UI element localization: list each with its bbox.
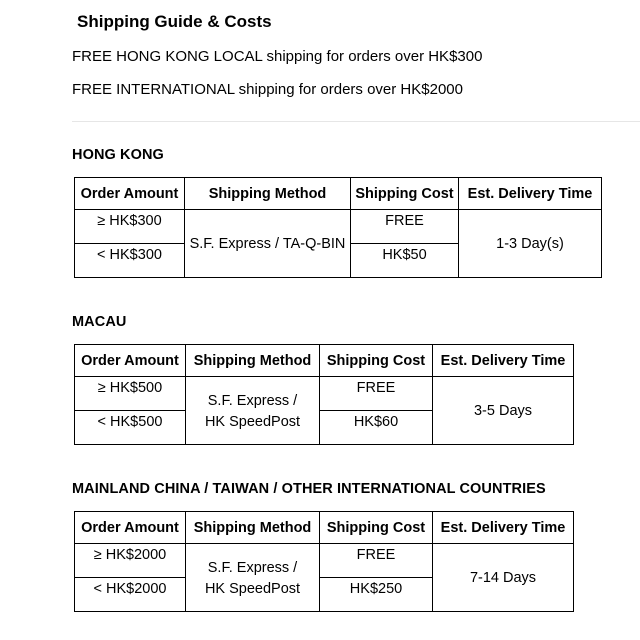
- divider: [72, 121, 640, 122]
- table-row: [75, 210, 602, 244]
- shipping-cost-cell: HK$50: [351, 244, 459, 278]
- table-header-row: [75, 512, 574, 544]
- shipping-table-international: [74, 511, 574, 612]
- section-title-hong-kong: HONG KONG: [72, 147, 164, 163]
- shipping-table-hong-kong: [74, 177, 602, 278]
- shipping-method-cell: S.F. Express / TA-Q-BIN: [185, 210, 351, 278]
- header-order-amount: Order Amount: [75, 345, 186, 377]
- shipping-cost-cell: FREE: [320, 377, 433, 411]
- header-delivery-time: Est. Delivery Time: [433, 345, 574, 377]
- section-title-macau: MACAU: [72, 314, 127, 330]
- shipping-cost-cell: HK$250: [320, 578, 433, 612]
- table-row: [75, 377, 574, 411]
- shipping-method-line: HK SpeedPost: [204, 580, 301, 597]
- order-amount-cell: ≥ HK$2000: [75, 544, 186, 578]
- delivery-time-cell: 7-14 Days: [433, 544, 574, 612]
- shipping-cost-cell: FREE: [351, 210, 459, 244]
- promo-local: FREE HONG KONG LOCAL shipping for orders over HK$300: [72, 48, 483, 65]
- table-row: [75, 544, 574, 578]
- order-amount-cell: ≥ HK$300: [75, 210, 185, 244]
- shipping-table-macau: [74, 344, 574, 445]
- header-shipping-method: Shipping Method: [185, 178, 351, 210]
- order-amount-cell: ≥ HK$500: [75, 377, 186, 411]
- shipping-method-line: HK SpeedPost: [204, 413, 301, 430]
- header-shipping-cost: Shipping Cost: [351, 178, 459, 210]
- page-title: Shipping Guide & Costs: [77, 12, 272, 31]
- promo-international: FREE INTERNATIONAL shipping for orders over HK$2000: [72, 81, 463, 98]
- table-header-row: [75, 178, 602, 210]
- shipping-method-line: S.F. Express /: [207, 559, 298, 576]
- header-shipping-method: Shipping Method: [186, 512, 320, 544]
- header-order-amount: Order Amount: [75, 512, 186, 544]
- header-delivery-time: Est. Delivery Time: [459, 178, 602, 210]
- order-amount-cell: < HK$500: [75, 411, 186, 445]
- header-shipping-cost: Shipping Cost: [320, 345, 433, 377]
- shipping-cost-cell: HK$60: [320, 411, 433, 445]
- delivery-time-cell: 3-5 Days: [433, 377, 574, 445]
- order-amount-cell: < HK$300: [75, 244, 185, 278]
- order-amount-cell: < HK$2000: [75, 578, 186, 612]
- header-shipping-method: Shipping Method: [186, 345, 320, 377]
- header-delivery-time: Est. Delivery Time: [433, 512, 574, 544]
- shipping-method-cell: [186, 544, 320, 612]
- shipping-method-cell: [186, 377, 320, 445]
- header-shipping-cost: Shipping Cost: [320, 512, 433, 544]
- table-header-row: [75, 345, 574, 377]
- delivery-time-cell: 1-3 Day(s): [459, 210, 602, 278]
- section-title-international: MAINLAND CHINA / TAIWAN / OTHER INTERNATIONAL COUNTRIES: [72, 481, 546, 497]
- shipping-method-line: S.F. Express /: [207, 392, 298, 409]
- header-order-amount: Order Amount: [75, 178, 185, 210]
- shipping-cost-cell: FREE: [320, 544, 433, 578]
